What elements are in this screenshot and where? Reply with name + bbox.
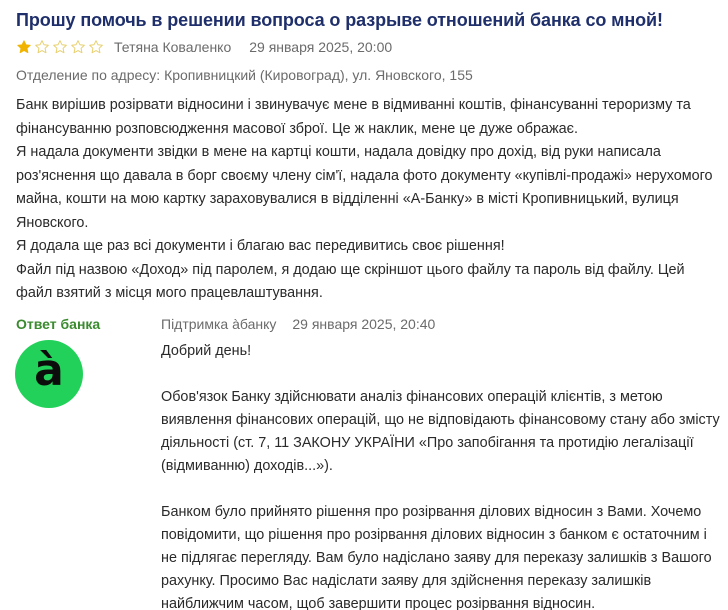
review-date: 29 января 2025, 20:00 [249, 39, 393, 55]
star-empty-icon [88, 39, 104, 55]
star-empty-icon [34, 39, 50, 55]
review-author: Тетяна Коваленко [114, 39, 232, 55]
answer-paragraph: Банком було прийнято рішення про розірвання ділових відносин з Вами. Хочемо повідомити, що рішення про розірвання ділових відносин з банком є остаточним і не підлягає перегляду. Вам було надіслано заяву для переказу залишків з Вашого рахунку. Просимо Вас надіслати заяву для здійснення переказу залишків найближчим часом, щоб завершити процес розірвання відносин. [161, 504, 712, 610]
answer-body [161, 340, 721, 610]
answer-paragraph: Обов'язок Банку здійснювати аналіз фінансових операцій клієнтів, з метою виявлення фінансових операцій, що не відповідають фінансовому стану або змісту діяльності (ст. 7, 11 ЗАКОНУ УКРАЇНИ «Про запобігання та протидію легалізації (відмиванню) доходів...»). [161, 389, 720, 474]
review-paragraph: Я додала ще раз всі документи і благаю вас передивитись своє рішення! [16, 238, 505, 254]
review-body [16, 94, 716, 306]
star-rating [16, 39, 104, 55]
review-paragraph: Файл під назвою «Доход» під паролем, я додаю ще скріншот цього файлу та пароль від файлу. Цей файл взятий з місця мого працевлаштування. [16, 261, 685, 301]
answer-meta [161, 316, 435, 332]
star-filled-icon [16, 39, 32, 55]
star-empty-icon [70, 39, 86, 55]
review-meta [16, 39, 392, 55]
review-paragraph: Банк вирішив розірвати відносини і звинувачує мене в відмиванні коштів, фінансуванні тероризму та фінансуванню розповсюдження масової зброї. Це ж наклик, мене це дуже ображає. [16, 97, 691, 137]
bank-answer-label: Ответ банка [16, 316, 101, 332]
review-paragraph: Я надала документи звідки в мене на картці кошти, надала довідку про дохід, від руки написала роз'яснення що давала в борг своєму члену сім'ї, надала фото документу «купівлі-продажі» нерухомого майна, кошти на мою картку зараховувалися в відділенні «А-Банку» в місті Кропивницький, вулиця Яновского. [16, 144, 713, 231]
answer-date: 29 января 2025, 20:40 [292, 316, 436, 332]
abank-logo-icon [15, 340, 83, 408]
answer-greeting: Добрий день! [161, 343, 252, 359]
avatar-glyph: à [34, 345, 64, 396]
star-empty-icon [52, 39, 68, 55]
review-title[interactable]: Прошу помочь в решении вопроса о разрыве отношений банка со мной! [16, 10, 663, 30]
answer-responder: Підтримка àбанку [161, 316, 277, 332]
branch-address: Отделение по адресу: Кропивницкий (Кировоград), ул. Яновского, 155 [16, 67, 473, 83]
